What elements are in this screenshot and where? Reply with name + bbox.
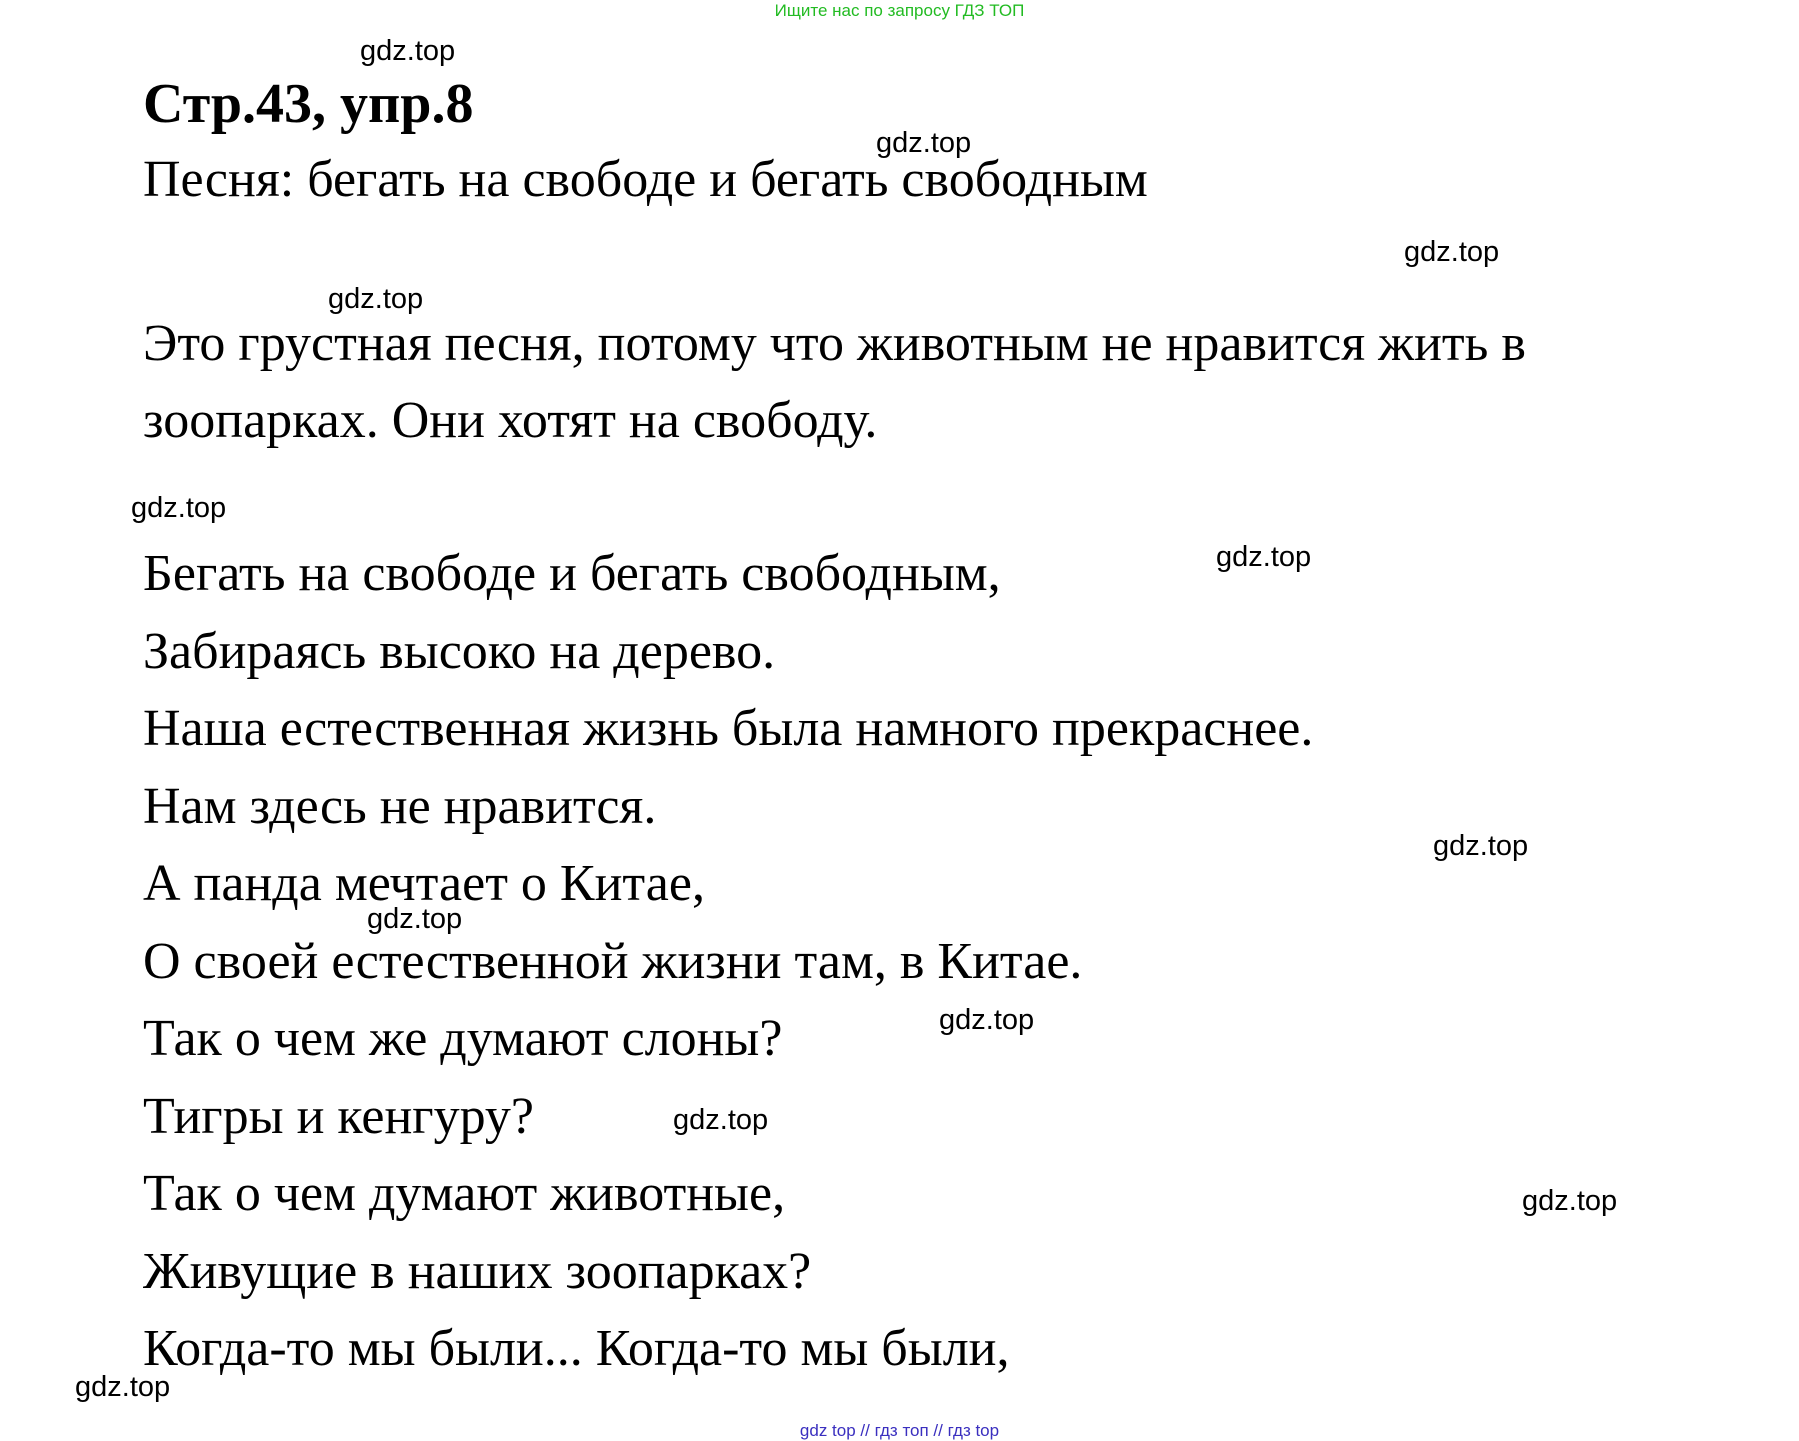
watermark: gdz.top xyxy=(360,35,456,67)
lyrics-line: Бегать на свободе и бегать свободным, xyxy=(143,545,1001,602)
bottom-banner: gdz top // гдз топ // гдз top xyxy=(799,1421,1000,1440)
watermark: gdz.top xyxy=(75,1371,171,1403)
lyrics-line: Живущие в наших зоопарках? xyxy=(143,1242,812,1300)
song-lyrics xyxy=(143,535,1313,1388)
paragraph-line: зоопарках. Они хотят на свободу. xyxy=(143,392,878,449)
watermark: gdz.top xyxy=(1522,1185,1618,1217)
lyrics-line: Забираясь высоко на дерево. xyxy=(143,622,776,680)
lyrics-line: Когда-то мы были... Когда-то мы были, xyxy=(143,1320,1010,1377)
watermark: gdz.top xyxy=(876,127,972,159)
description-paragraph xyxy=(143,305,1783,459)
top-banner: Ищите нас по запросу ГДЗ ТОП xyxy=(774,1,1025,20)
lyrics-line: Так о чем же думают слоны? xyxy=(143,1010,783,1067)
watermark: gdz.top xyxy=(367,903,463,935)
watermark: gdz.top xyxy=(1404,236,1500,268)
watermark: gdz.top xyxy=(673,1104,769,1136)
page-title: Стр.43, упр.8 xyxy=(143,73,474,135)
watermark: gdz.top xyxy=(939,1004,1035,1036)
lyrics-line: Тигры и кенгуру? xyxy=(143,1087,534,1145)
watermark: gdz.top xyxy=(328,283,424,315)
watermark: gdz.top xyxy=(131,492,227,524)
lyrics-line: Наша естественная жизнь была намного прекраснее. xyxy=(143,700,1314,757)
lyrics-line: О своей естественной жизни там, в Китае. xyxy=(143,932,1083,990)
lyrics-line: Так о чем думают животные, xyxy=(143,1165,786,1222)
lyrics-line: Нам здесь не нравится. xyxy=(143,777,657,835)
watermark: gdz.top xyxy=(1216,541,1312,573)
watermark: gdz.top xyxy=(1433,830,1529,862)
lyrics-line: А панда мечтает о Китае, xyxy=(143,855,705,912)
paragraph-line: Это грустная песня, потому что животным не нравится жить в xyxy=(143,315,1526,372)
song-subtitle: Песня: бегать на свободе и бегать свободным xyxy=(143,151,1148,208)
